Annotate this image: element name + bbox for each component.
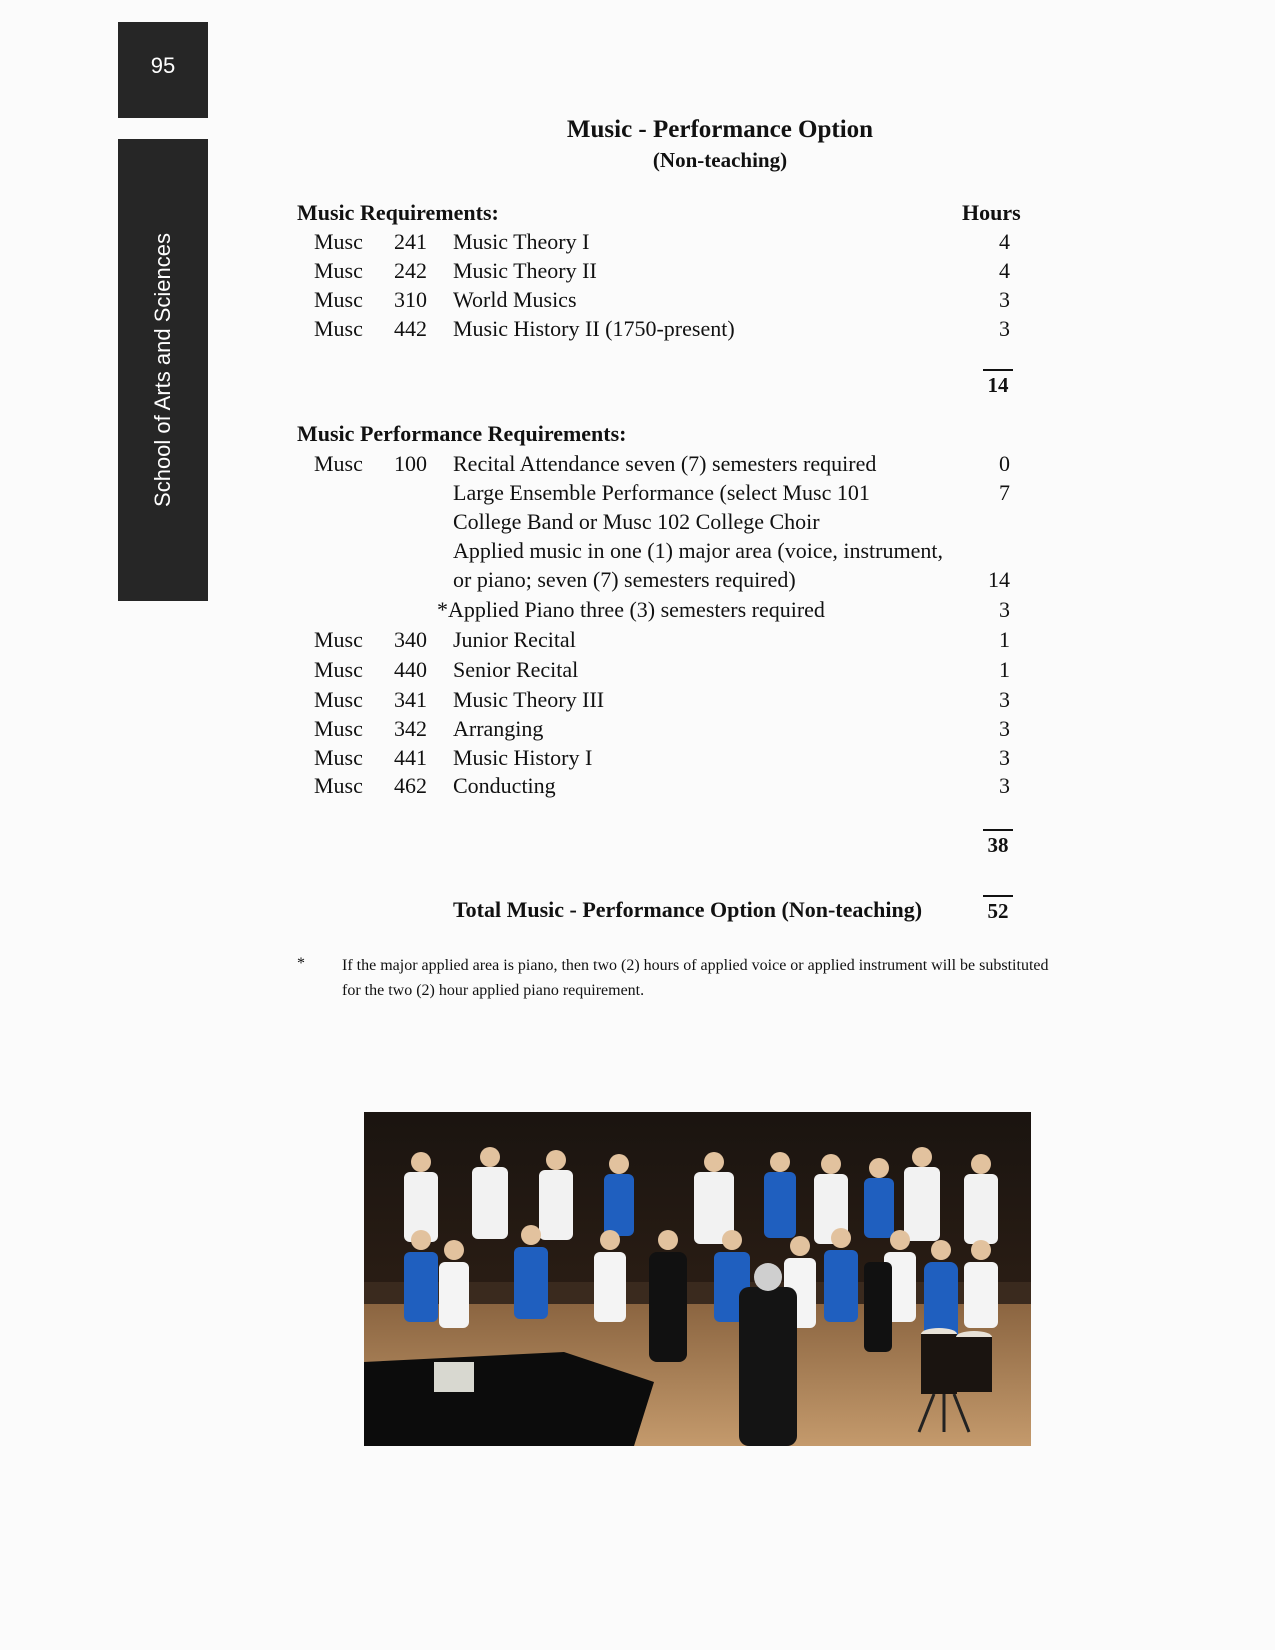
course-title: *Applied Piano three (3) semesters required [437, 597, 825, 622]
course-row [0, 316, 1275, 346]
course-number: 342 [394, 716, 427, 741]
course-row [0, 287, 1275, 317]
footnote-text: If the major applied area is piano, then two (2) hours of applied voice or applied instrument will be substituted for the two (2) hour applied piano requirement. [342, 957, 1049, 999]
course-number: 340 [394, 627, 427, 652]
course-title: Conducting [453, 773, 556, 798]
page-title: Music - Performance Option [566, 116, 874, 143]
course-row [0, 597, 1275, 627]
course-row [0, 745, 1275, 775]
course-row [0, 480, 1275, 510]
course-hours: 1 [999, 657, 1010, 682]
course-dept: Musc [314, 657, 363, 682]
course-hours: 3 [999, 773, 1010, 798]
course-row [0, 716, 1275, 746]
course-row [0, 687, 1275, 717]
course-hours: 3 [999, 316, 1010, 341]
course-title: College Band or Musc 102 College Choir [453, 509, 820, 534]
course-number: 100 [394, 451, 427, 476]
course-title: Music Theory I [453, 229, 590, 254]
course-hours: 14 [988, 567, 1010, 592]
course-dept: Musc [314, 745, 363, 770]
course-hours: 3 [999, 745, 1010, 770]
course-dept: Musc [314, 687, 363, 712]
course-hours: 3 [999, 716, 1010, 741]
section-tab-label: School of Arts and Sciences [150, 233, 175, 507]
course-number: 441 [394, 745, 427, 770]
course-title: Junior Recital [453, 627, 576, 652]
total-label: Total Music - Performance Option (Non-teaching) [453, 897, 923, 922]
course-number: 440 [394, 657, 427, 682]
course-title: Applied music in one (1) major area (voice, instrument, [453, 538, 943, 563]
course-dept: Musc [314, 316, 363, 341]
course-title: Music History I [453, 745, 593, 770]
course-number: 462 [394, 773, 427, 798]
course-hours: 3 [999, 597, 1010, 622]
course-hours: 7 [999, 480, 1010, 505]
page-subtitle: (Non-teaching) [652, 148, 788, 172]
course-title: Recital Attendance seven (7) semesters required [453, 451, 877, 476]
course-hours: 3 [999, 687, 1010, 712]
course-dept: Musc [314, 716, 363, 741]
total-value: 52 [983, 895, 1013, 924]
course-row [0, 657, 1275, 687]
course-row [0, 451, 1275, 481]
performance-requirements-heading: Music Performance Requirements: [297, 421, 627, 446]
course-title: or piano; seven (7) semesters required) [453, 567, 796, 592]
course-dept: Musc [314, 451, 363, 476]
course-title: Large Ensemble Performance (select Musc 101 [453, 480, 870, 505]
course-hours: 1 [999, 627, 1010, 652]
course-title: Senior Recital [453, 657, 579, 682]
course-row [0, 509, 1275, 539]
course-title: Music History II (1750-present) [453, 316, 735, 341]
course-row [0, 773, 1275, 803]
course-number: 242 [394, 258, 427, 283]
course-number: 310 [394, 287, 427, 312]
course-title: Music Theory II [453, 258, 597, 283]
course-hours: 0 [999, 451, 1010, 476]
course-dept: Musc [314, 258, 363, 283]
course-dept: Musc [314, 229, 363, 254]
course-hours: 4 [999, 258, 1010, 283]
course-title: World Musics [453, 287, 577, 312]
music-requirements-heading: Music Requirements: [297, 200, 499, 225]
course-dept: Musc [314, 287, 363, 312]
course-hours: 3 [999, 287, 1010, 312]
course-number: 241 [394, 229, 427, 254]
hours-column-heading: Hours [962, 200, 1021, 225]
course-dept: Musc [314, 773, 363, 798]
course-row [0, 567, 1275, 597]
course-title: Music Theory III [453, 687, 605, 712]
course-number: 442 [394, 316, 427, 341]
choir-photo [364, 1112, 1031, 1446]
course-row [0, 258, 1275, 288]
course-hours: 4 [999, 229, 1010, 254]
course-row [0, 229, 1275, 259]
course-number: 341 [394, 687, 427, 712]
music-requirements-subtotal: 14 [983, 369, 1013, 398]
performance-requirements-subtotal: 38 [983, 829, 1013, 858]
page-number: 95 [118, 22, 208, 118]
course-dept: Musc [314, 627, 363, 652]
footnote-marker: * [297, 955, 305, 972]
course-title: Arranging [453, 716, 544, 741]
course-row [0, 627, 1275, 657]
course-row [0, 538, 1275, 568]
